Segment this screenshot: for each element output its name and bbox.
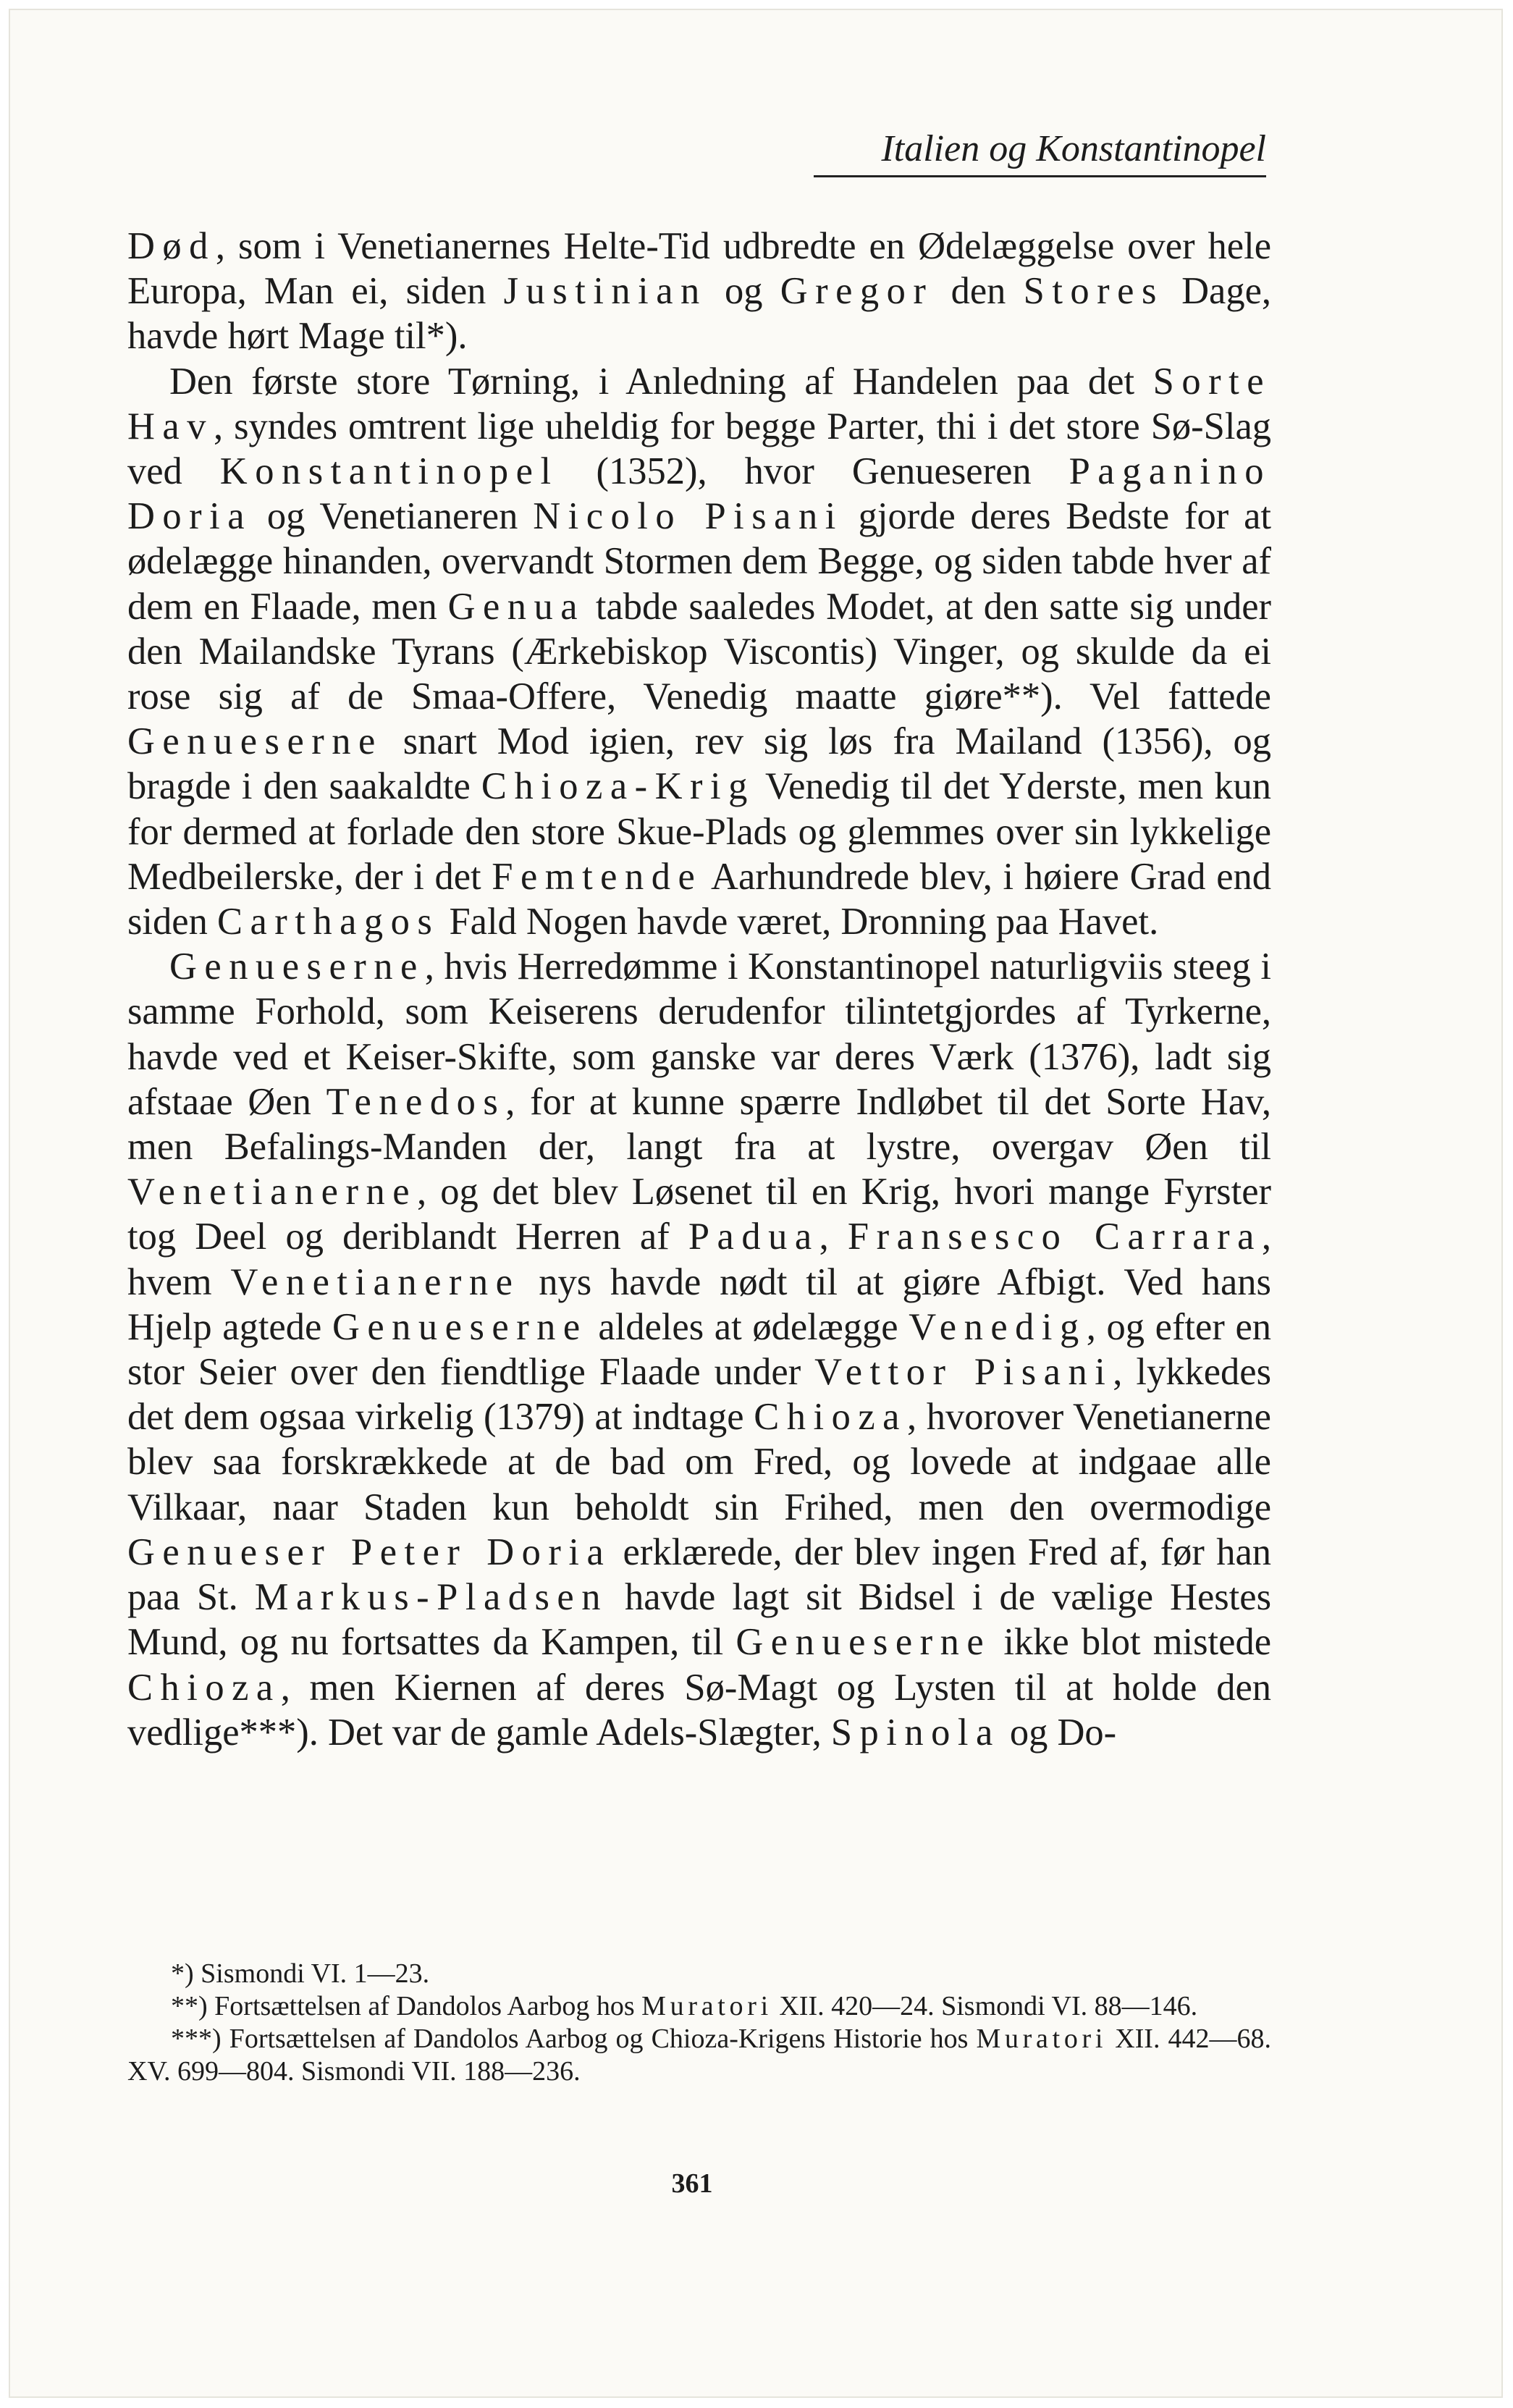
spaced-name: Spinola [830,1711,1000,1754]
spaced-name: Chioza [127,1666,281,1709]
text-run: , og efter en stor Seier over den fiendtlige Flaade under [127,1305,1272,1394]
text-run: Venedig til det Yderste, men kun for dermed at forlade den store Skue-Plads og glemmes over sin lykkelige Medbeilerske, der i det [127,765,1271,898]
text-run: , men Kiernen af deres Sø-Magt og Lysten til at holde den vedlige***). Det var de gamle Adels-Slægter, [127,1666,1271,1754]
text-run: XII. 442—68. XV. 699—804. Sismondi VII. 188—236. [127,2024,1271,2087]
text-run: Dage, havde hørt Mage til*). [127,270,1271,358]
spaced-name: Vettor Pisani [814,1351,1113,1394]
text-run: og [707,270,780,313]
footnote-3 [127,2023,1271,2088]
spaced-name: Genueserne [169,946,425,988]
spaced-name: Sorte Hav [127,360,1271,447]
paragraph-1 [127,224,1271,359]
paragraph-3 [127,944,1271,1755]
spaced-name: Genueserne [127,720,383,763]
spaced-name: Nicolo Pisani [533,495,843,538]
text-run: og Venetianeren [252,495,534,538]
text-run: nys havde nødt til at giøre Afbigt. Ved hans Hjelp agtede [127,1260,1271,1348]
text-run: , hvis Herredømme i Konstantinopel naturligviis steeg i samme Forhold, som Keiserens derudenfor tilintetgjordes af Tyrkerne, havde ved et Keiser-Skifte, som ganske var deres Værk (1376), ladt sig afstaae Øen [127,946,1271,1123]
text-run: Aarhundrede blev, i høiere Grad end siden [127,855,1271,943]
text-run: , som i Venetianernes Helte-Tid udbredte en Ødelæggelse over hele Europa, Man ei, siden [127,225,1271,313]
text-run: erklærede, der blev ingen Fred af, før han paa St. [127,1531,1271,1619]
spaced-name: Justinian [503,270,707,313]
text-run: (1352), hvor Genueseren [558,450,1069,493]
text-run: , for at kunne spærre Indløbet til det Sorte Hav, men Befalings-Manden der, langt fra at lystre, overgav Øen til [127,1080,1271,1169]
text-run: Fald Nogen havde været, Dronning paa Havet. [439,901,1159,943]
text-run: **) Fortsættelsen af Dandolos Aarbog hos [171,1991,642,2021]
spaced-name: Chioza-Krig [481,765,755,808]
text-run: snart Mod igien, rev sig løs fra Mailand (1356), og bragde i den saakaldte [127,720,1271,808]
text-run: havde lagt sit Bidsel i de vælige Hestes Mund, og nu fortsattes da Kampen, til [127,1576,1271,1664]
spaced-name: Markus-Pladsen [254,1576,608,1619]
text-run: , [819,1216,848,1258]
text-run: , lykkedes det dem ogsaa virkelig (1379) at indtage [127,1351,1271,1439]
page-number: 361 [671,2168,713,2199]
spaced-name: Muratori [976,2024,1108,2054]
text-run: aldeles at ødelægge [587,1305,909,1348]
spaced-name: Genua [447,585,586,628]
text-run: , hvorover Venetianerne blev saa forskrækkede at de bad om Fred, og lovede at indgaae alle Vilkaar, naar Staden kun beholdt sin Frihed, men den overmodige [127,1396,1271,1528]
text-run: , og det blev Løsenet til en Krig, hvori mange Fyrster tog Deel og deriblandt Herren af [127,1171,1271,1258]
spaced-name: Fransesco Carrara [847,1216,1262,1258]
spaced-name: Tenedos [326,1080,506,1123]
spaced-name: Padua [688,1216,819,1258]
spaced-name: Død [127,225,216,267]
text-run: og Do- [1000,1711,1117,1754]
footnote-1: *) Sismondi VI. 1—23. [171,1958,430,1989]
spaced-name: Genueserne [736,1621,992,1664]
spaced-name: Venetianerne [127,1171,418,1213]
spaced-name: Venedig [909,1305,1087,1348]
spaced-name: Muratori [641,1991,772,2021]
text-run: XII. 420—24. Sismondi VI. 88—146. [772,1991,1198,2021]
spaced-name: Genueser Peter Doria [127,1531,612,1573]
text-run: , hvem [127,1216,1271,1303]
spaced-name: Femtende [492,855,703,898]
paragraph-2 [127,359,1271,945]
text-run: tabde saaledes Modet, at den satte sig under den Mailandske Tyrans (Ærkebiskop Viscontis) Vinger, og skulde da ei rose sig af de Smaa-Offere, Venedig maatte giøre**). Vel fattede [127,585,1271,718]
text-run: den [933,270,1024,313]
text-run: Den første store Tørning, i Anledning af Handelen paa det [169,360,1153,403]
spaced-name: Venetianerne [230,1260,521,1303]
book-page [10,10,1501,2396]
text-run: gjorde deres Bedste for at ødelægge hinanden, overvandt Stormen dem Begge, og siden tabde hver af dem en Flaade, men [127,495,1271,628]
main-text [127,224,1271,1755]
spaced-name: Paganino Doria [127,450,1271,538]
spaced-name: Konstantinopel [219,450,559,493]
spaced-name: Chioza [754,1396,907,1439]
spaced-name: Carthagos [216,901,440,943]
spaced-name: Gregor [780,270,934,313]
spaced-name: Stores [1023,270,1164,313]
running-head: Italien og Konstantinopel [814,126,1266,177]
text-run: ***) Fortsættelsen af Dandolos Aarbog og Chioza-Krigens Historie hos [171,2024,977,2054]
text-run: ikke blot mistede [991,1621,1271,1664]
footnote-2 [127,1990,1271,2023]
text-run: , syndes omtrent lige uheldig for begge Parter, thi i det store Sø-Slag ved [127,405,1271,493]
spaced-name: Genueserne [332,1305,588,1348]
footnotes [127,1958,1271,2088]
